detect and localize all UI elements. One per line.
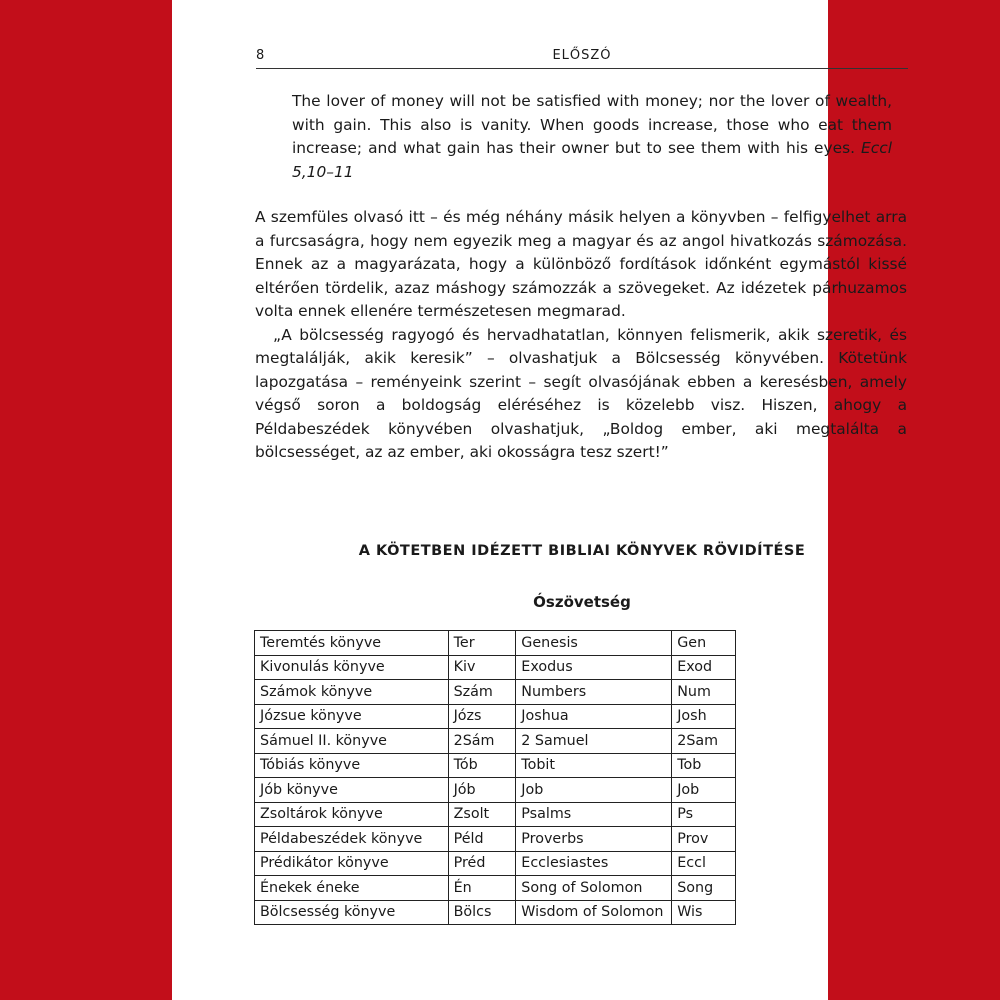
- hungarian-book-name: Prédikátor könyve: [255, 851, 449, 876]
- section-heading: A KÖTETBEN IDÉZETT BIBLIAI KÖNYVEK RÖVIDÍTÉSE: [358, 543, 806, 559]
- epigraph-quote: [292, 90, 892, 184]
- table-subheading: Ószövetség: [533, 593, 631, 611]
- english-book-name: Numbers: [516, 680, 672, 705]
- hungarian-abbreviation: Szám: [448, 680, 516, 705]
- english-book-name: Wisdom of Solomon: [516, 900, 672, 925]
- chapter-title: ELŐSZÓ: [552, 48, 612, 63]
- hungarian-abbreviation: Préd: [448, 851, 516, 876]
- hungarian-book-name: Zsoltárok könyve: [255, 802, 449, 827]
- english-book-name: Exodus: [516, 655, 672, 680]
- hungarian-abbreviation: Zsolt: [448, 802, 516, 827]
- english-abbreviation: Prov: [672, 827, 736, 852]
- english-abbreviation: Song: [672, 876, 736, 901]
- english-book-name: 2 Samuel: [516, 729, 672, 754]
- table-row: [255, 900, 736, 925]
- body-text: [255, 206, 907, 465]
- english-abbreviation: Ps: [672, 802, 736, 827]
- english-abbreviation: Eccl: [672, 851, 736, 876]
- english-abbreviation: Wis: [672, 900, 736, 925]
- english-book-name: Genesis: [516, 631, 672, 656]
- hungarian-abbreviation: Ter: [448, 631, 516, 656]
- hungarian-book-name: Bölcsesség könyve: [255, 900, 449, 925]
- running-header: [256, 46, 908, 69]
- hungarian-book-name: Kivonulás könyve: [255, 655, 449, 680]
- hungarian-book-name: Számok könyve: [255, 680, 449, 705]
- hungarian-book-name: Példabeszédek könyve: [255, 827, 449, 852]
- english-book-name: Psalms: [516, 802, 672, 827]
- english-abbreviation: Exod: [672, 655, 736, 680]
- english-abbreviation: 2Sam: [672, 729, 736, 754]
- table-row: [255, 827, 736, 852]
- hungarian-book-name: Tóbiás könyve: [255, 753, 449, 778]
- hungarian-abbreviation: Én: [448, 876, 516, 901]
- hungarian-book-name: Énekek éneke: [255, 876, 449, 901]
- quote-text: The lover of money will not be satisfied with money; nor the lover of wealth, with gain. This also is vanity. When goods increase, those who eat them increase; and what gain has their owner but to see them with his eyes.: [292, 92, 892, 157]
- table-row: [255, 753, 736, 778]
- table-row: [255, 778, 736, 803]
- hungarian-abbreviation: Jób: [448, 778, 516, 803]
- hungarian-abbreviation: Tób: [448, 753, 516, 778]
- english-abbreviation: Josh: [672, 704, 736, 729]
- english-abbreviation: Num: [672, 680, 736, 705]
- hungarian-abbreviation: Kiv: [448, 655, 516, 680]
- english-book-name: Tobit: [516, 753, 672, 778]
- quote-reference: Eccl 5,10–11: [292, 139, 892, 181]
- table-row: [255, 851, 736, 876]
- hungarian-abbreviation: Péld: [448, 827, 516, 852]
- english-book-name: Proverbs: [516, 827, 672, 852]
- table-row: [255, 802, 736, 827]
- english-book-name: Ecclesiastes: [516, 851, 672, 876]
- english-book-name: Song of Solomon: [516, 876, 672, 901]
- table-row: [255, 631, 736, 656]
- hungarian-book-name: Sámuel II. könyve: [255, 729, 449, 754]
- hungarian-abbreviation: Bölcs: [448, 900, 516, 925]
- table-row: [255, 655, 736, 680]
- hungarian-book-name: Teremtés könyve: [255, 631, 449, 656]
- english-book-name: Job: [516, 778, 672, 803]
- english-abbreviation: Job: [672, 778, 736, 803]
- english-book-name: Joshua: [516, 704, 672, 729]
- paragraph: A szemfüles olvasó itt – és még néhány másik helyen a könyvben – felfigyelhet arra a furcsaságra, hogy nem egyezik meg a magyar és az angol hivatkozás számozása. Ennek az a magyarázata, hogy a különböző fordítások időnként egymástól kissé eltérően tördelik, azaz máshogy számozzák a szövegeket. Az idézetek párhuzamos volta ennek ellenére természetesen megmarad.: [255, 208, 907, 320]
- paragraph: „A bölcsesség ragyogó és hervadhatatlan, könnyen felismerik, akik szeretik, és megtalálják, akik keresik” – olvashatjuk a Bölcsesség könyvében. Kötetünk lapozgatása – reményeink szerint – segít olvasójának ebben a keresésben, amely végső soron a boldogság eléréséhez is közelebb visz. Hiszen, ahogy a Példabeszédek könyvében olvashatjuk, „Boldog ember, aki megtalálta a bölcsességet, az az ember, aki okosságra tesz szert!”: [255, 325, 907, 461]
- hungarian-abbreviation: 2Sám: [448, 729, 516, 754]
- hungarian-book-name: Jób könyve: [255, 778, 449, 803]
- table-row: [255, 680, 736, 705]
- table-row: [255, 729, 736, 754]
- table-row: [255, 704, 736, 729]
- table-row: [255, 876, 736, 901]
- hungarian-abbreviation: Józs: [448, 704, 516, 729]
- page-number: 8: [256, 48, 266, 63]
- english-abbreviation: Gen: [672, 631, 736, 656]
- english-abbreviation: Tob: [672, 753, 736, 778]
- hungarian-book-name: Józsue könyve: [255, 704, 449, 729]
- abbreviation-table: [254, 630, 736, 925]
